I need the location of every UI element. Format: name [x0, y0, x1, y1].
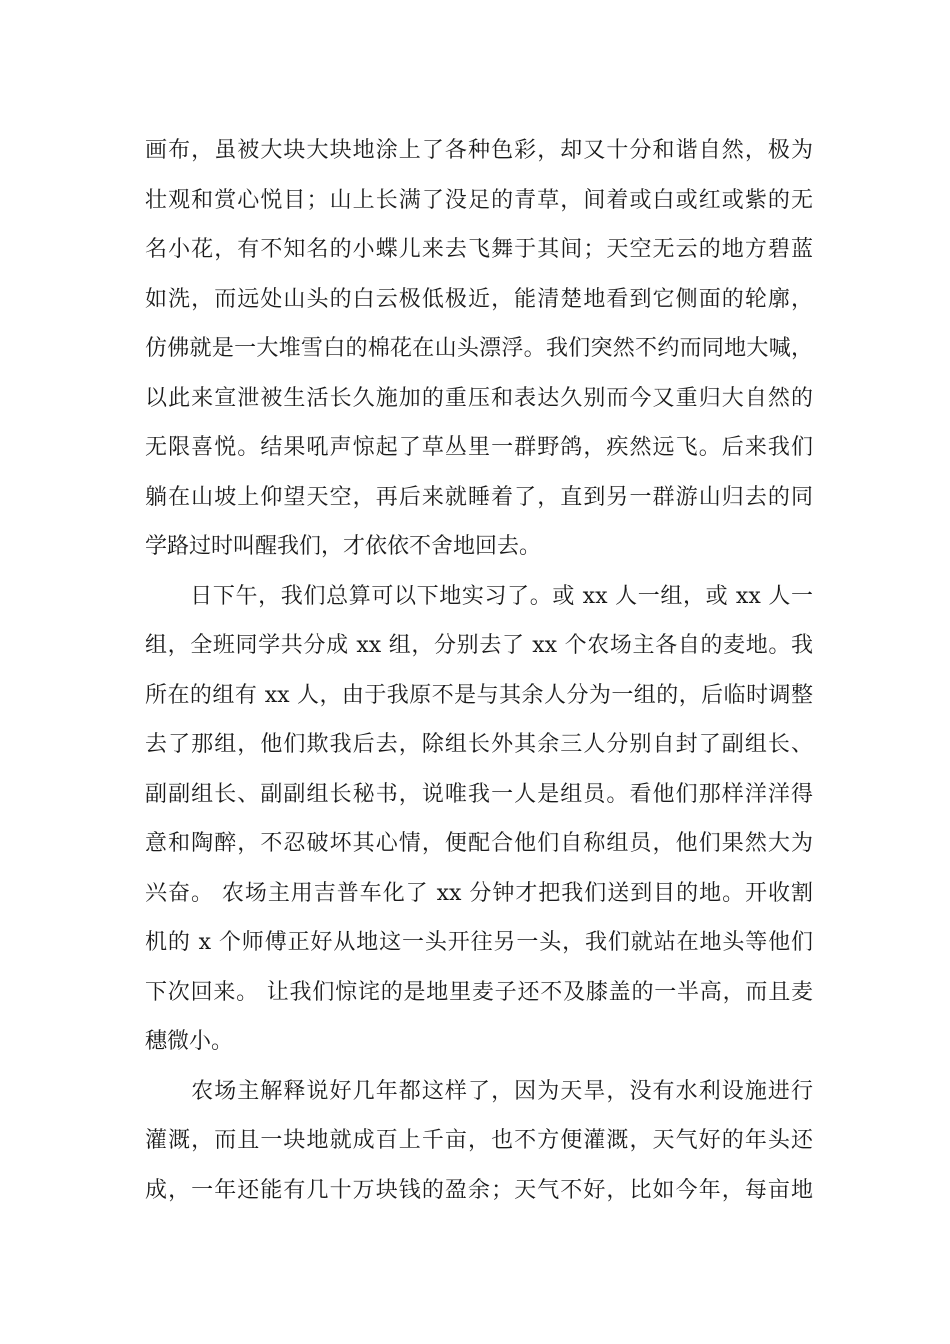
document-body	[145, 126, 813, 1215]
text-line: 副副组长、副副组长秘书，说唯我一人是组员。看他们那样洋洋得	[145, 781, 813, 807]
text-line: 无限喜悦。结果吼声惊起了草丛里一群野鸽，疾然远飞。后来我们	[145, 435, 813, 460]
text-line: 名小花，有不知名的小蝶儿来去飞舞于其间；天空无云的地方碧蓝	[145, 237, 813, 262]
text-line: 成，一年还能有几十万块钱的盈余；天气不好，比如今年，每亩地	[145, 1177, 813, 1203]
text-line: 意和陶醉，不忍破坏其心情，便配合他们自称组员，他们果然大为	[145, 831, 813, 856]
text-line: 所在的组有 xx 人，由于我原不是与其余人分为一组的，后临时调整	[145, 682, 813, 708]
paragraph-3	[145, 1067, 813, 1216]
text-line: 灌溉，而且一块地就成百上千亩，也不方便灌溉，天气好的年头还	[145, 1128, 813, 1153]
text-line: 下次回来。 让我们惊诧的是地里麦子还不及膝盖的一半高，而且麦	[145, 979, 813, 1005]
text-line: 组，全班同学共分成 xx 组，分别去了 xx 个农场主各自的麦地。我	[145, 633, 813, 658]
paragraph-2	[145, 572, 813, 1067]
text-line: 农场主解释说好几年都这样了，因为天旱，没有水利设施进行	[145, 1078, 813, 1104]
text-line: 机的 x 个师傅正好从地这一头开往另一头，我们就站在地头等他们	[145, 930, 813, 955]
text-line: 兴奋。 农场主用吉普车化了 xx 分钟才把我们送到目的地。开收割	[145, 880, 813, 906]
paragraph-1	[145, 126, 813, 572]
text-line: 学路过时叫醒我们，才依依不舍地回去。	[145, 534, 542, 559]
text-line: 如洗，而远处山头的白云极低极近，能清楚地看到它侧面的轮廓，	[145, 286, 813, 312]
text-line: 壮观和赏心悦目；山上长满了没足的青草，间着或白或红或紫的无	[145, 187, 813, 213]
text-line: 仿佛就是一大堆雪白的棉花在山头漂浮。我们突然不约而同地大喊，	[145, 336, 813, 361]
text-line: 画布，虽被大块大块地涂上了各种色彩，却又十分和谐自然，极为	[145, 138, 813, 163]
text-line: 以此来宣泄被生活长久施加的重压和表达久别而今又重归大自然的	[145, 385, 813, 411]
text-line: 穗微小。	[145, 1029, 234, 1054]
text-line: 去了那组，他们欺我后去，除组长外其余三人分别自封了副组长、	[145, 732, 813, 757]
text-line: 日下午，我们总算可以下地实习了。或 xx 人一组，或 xx 人一	[145, 583, 813, 609]
text-line: 躺在山坡上仰望天空，再后来就睡着了，直到另一群游山归去的同	[145, 484, 813, 510]
